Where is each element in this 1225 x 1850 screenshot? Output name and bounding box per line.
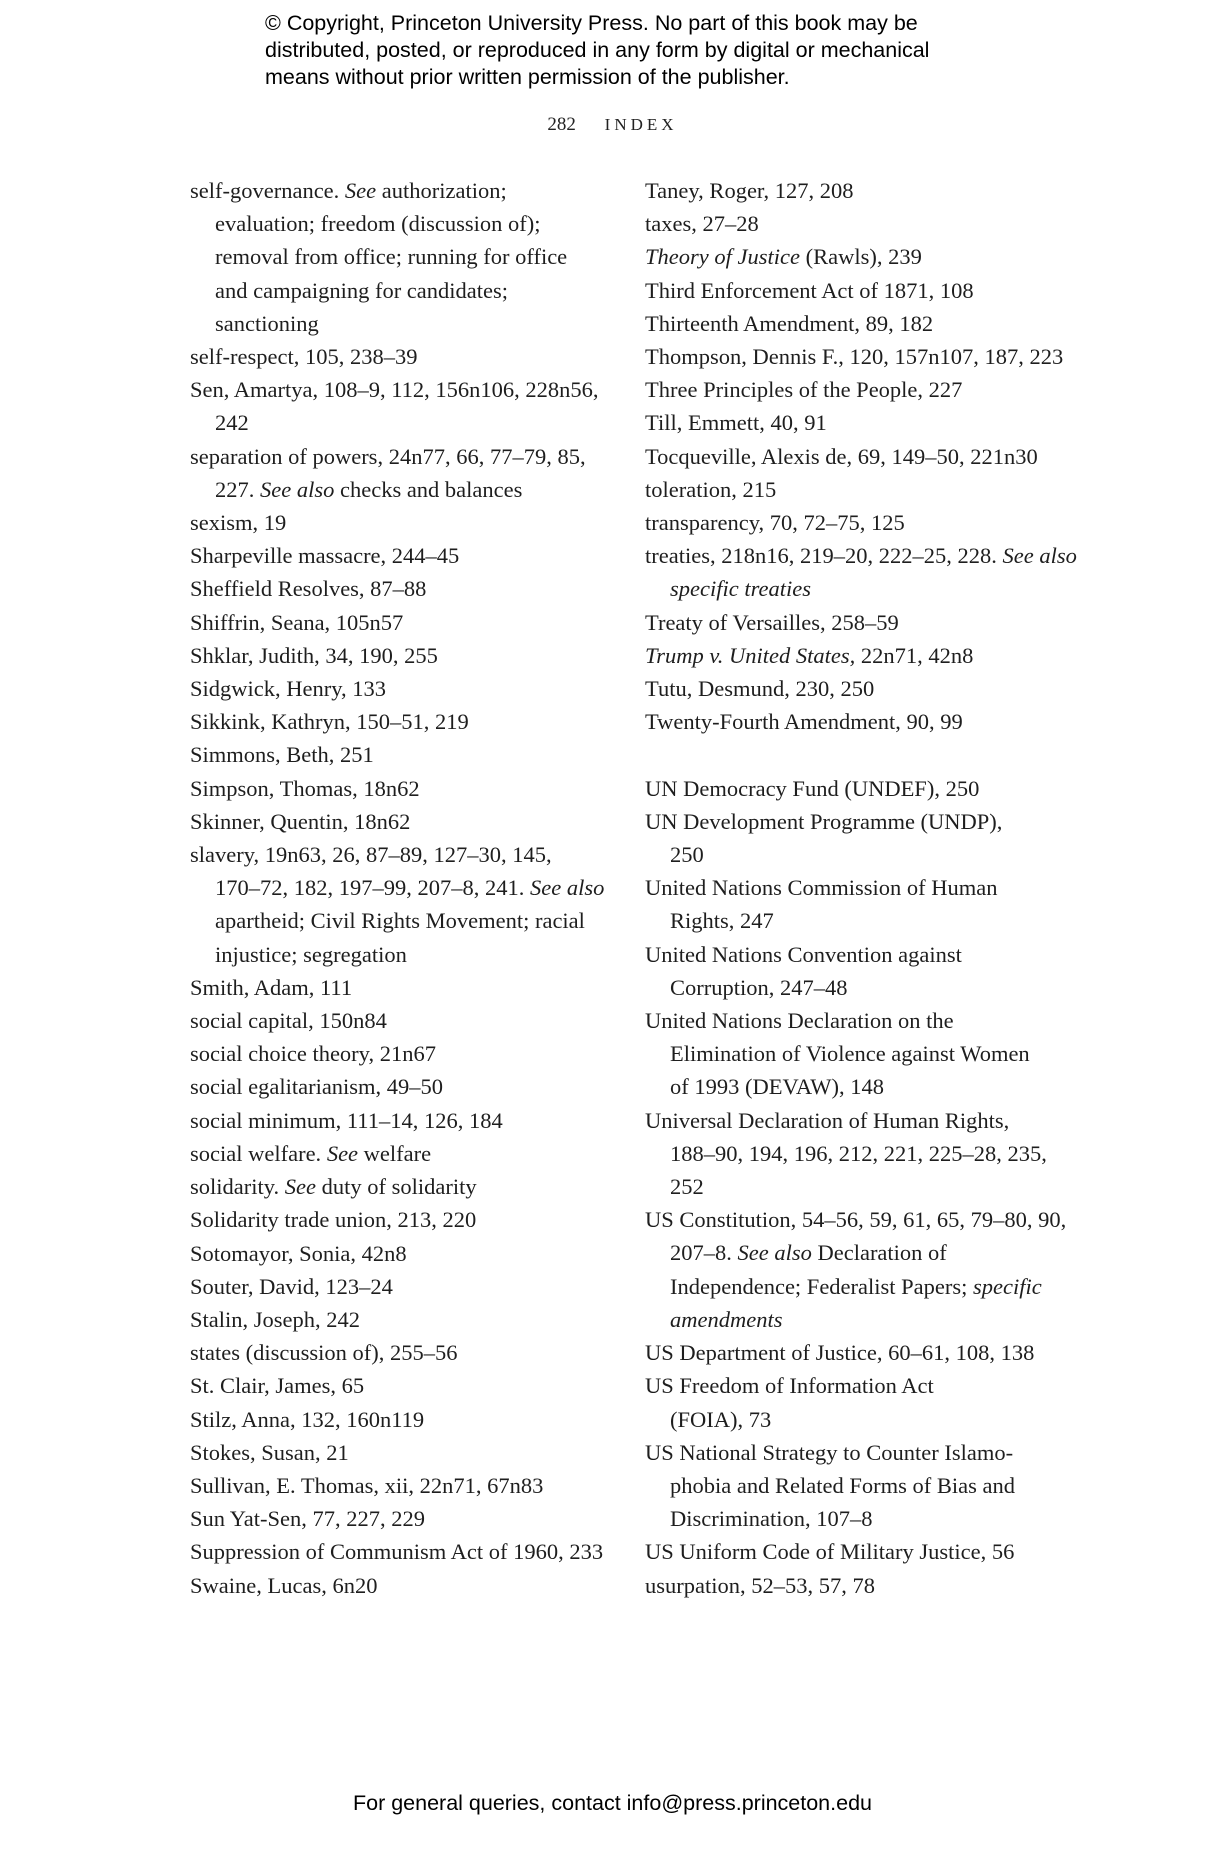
entry-text: (Rawls), 239 [799,244,922,270]
entry-text: US Freedom of Information Act [645,1373,934,1399]
entry-text: United Nations Convention against [645,941,962,967]
entry-text: Simmons, Beth, 251 [190,742,374,768]
entry-text: social welfare. [190,1140,327,1166]
entry-text: St. Clair, James, 65 [190,1373,365,1399]
index-entry [645,340,1065,373]
italic-text: specific [973,1273,1042,1299]
entry-text: US National Strategy to Counter Islamo- [645,1439,1014,1465]
index-entry [190,672,610,705]
italic-text: See also [737,1240,812,1266]
entry-text: Shklar, Judith, 34, 190, 255 [190,642,438,668]
entry-text: 188–90, 194, 196, 212, 221, 225–28, 235, [670,1140,1047,1166]
italic-text: Trump v. United States, [645,642,856,668]
index-entry [645,373,1065,406]
entry-text: social minimum, 111–14, 126, 184 [190,1107,503,1133]
running-head [0,114,1225,136]
index-entry [190,1535,610,1568]
index-entry [190,340,610,373]
entry-text: Sen, Amartya, 108–9, 112, 156n106, 228n56, [190,377,599,403]
entry-text: evaluation; freedom (discussion of); [215,211,541,237]
index-entry [190,1369,610,1402]
entry-text: self-respect, 105, 238–39 [190,344,418,370]
index-entry [645,705,1065,738]
section-label: INDEX [604,115,678,134]
entry-text: Tutu, Desmund, 230, 250 [645,676,875,702]
index-entry [190,440,610,506]
entry-text: Smith, Adam, 111 [190,974,353,1000]
entry-text: Souter, David, 123–24 [190,1273,393,1299]
entry-text: separation of powers, 24n77, 66, 77–79, 85, [190,443,586,469]
index-entry [190,1569,610,1602]
entry-text: apartheid; Civil Rights Movement; racial [215,908,585,934]
entry-text: Sun Yat-Sen, 77, 227, 229 [190,1506,426,1532]
index-entry [190,705,610,738]
entry-text: Stokes, Susan, 21 [190,1439,349,1465]
index-entry [645,772,1065,805]
index-entry [190,805,610,838]
entry-text: US Constitution, 54–56, 59, 61, 65, 79–80, 90, [645,1207,1067,1233]
index-entry [645,1203,1065,1336]
entry-text: transparency, 70, 72–75, 125 [645,510,905,536]
entry-text: Till, Emmett, 40, 91 [645,410,827,436]
index-entry [190,1037,610,1070]
index-entry [190,506,610,539]
index-entry [190,639,610,672]
entry-text: taxes, 27–28 [645,211,759,237]
index-entry [645,1436,1065,1536]
entry-text: Skinner, Quentin, 18n62 [190,808,411,834]
entry-text: toleration, 215 [645,476,777,502]
index-entry [645,473,1065,506]
index-entry [190,1237,610,1270]
entry-text: Tocqueville, Alexis de, 69, 149–50, 221n30 [645,443,1038,469]
index-entry [645,174,1065,207]
entry-text: Declaration of [811,1240,947,1266]
entry-text: Treaty of Versailles, 258–59 [645,609,899,635]
index-entry [645,639,1065,672]
copyright-line-3: means without prior written permission of the publisher. [265,65,790,89]
entry-text: Simpson, Thomas, 18n62 [190,775,420,801]
index-entry [190,738,610,771]
entry-text: US Uniform Code of Military Justice, 56 [645,1539,1015,1565]
index-entry [190,1137,610,1170]
entry-text: treaties, 218n16, 219–20, 222–25, 228. [645,543,1003,569]
entry-text: United Nations Declaration on the [645,1008,954,1034]
entry-text: Stilz, Anna, 132, 160n119 [190,1406,425,1432]
entry-text: self-governance. [190,178,345,203]
entry-text: of 1993 (DEVAW), 148 [670,1074,885,1100]
entry-text: US Department of Justice, 60–61, 108, 138 [645,1340,1035,1366]
entry-text: (FOIA), 73 [670,1406,772,1432]
entry-text: Stalin, Joseph, 242 [190,1306,361,1332]
index-entry [645,1004,1065,1104]
index-entry [190,1403,610,1436]
entry-text: Taney, Roger, 127, 208 [645,178,854,203]
entry-text: Thompson, Dennis F., 120, 157n107, 187, 223 [645,344,1064,370]
entry-text: Sikkink, Kathryn, 150–51, 219 [190,709,469,735]
entry-text: Universal Declaration of Human Rights, [645,1107,1010,1133]
footer-contact: For general queries, contact info@press.princeton.edu [352,1791,872,1815]
entry-text: 207–8. [670,1240,738,1266]
index-entry [645,440,1065,473]
entry-text: 252 [670,1174,704,1200]
entry-text: 22n71, 42n8 [855,642,974,668]
index-entry [645,606,1065,639]
entry-text: United Nations Commission of Human [645,875,998,901]
entry-text: and campaigning for candidates; [215,277,509,303]
index-column-left [190,174,610,1602]
entry-text: UN Democracy Fund (UNDEF), 250 [645,775,980,801]
index-entry [645,1336,1065,1369]
index-entry [645,506,1065,539]
entry-text: Sidgwick, Henry, 133 [190,676,387,702]
entry-text: Corruption, 247–48 [670,974,848,1000]
entry-text: Rights, 247 [670,908,774,934]
index-entry [645,406,1065,439]
index-entry [190,1104,610,1137]
index-entry [190,1436,610,1469]
italic-text: Theory of Justice [645,244,800,270]
index-entry [190,606,610,639]
entry-text: Independence; Federalist Papers; [670,1273,974,1299]
page-number: 282 [547,114,576,135]
entry-text: Shiffrin, Seana, 105n57 [190,609,404,635]
index-entry [645,805,1065,871]
entry-text: usurpation, 52–53, 57, 78 [645,1572,875,1598]
italic-text: See [326,1140,359,1166]
entry-text: solidarity. [190,1174,285,1200]
index-entry [190,1303,610,1336]
entry-text: Third Enforcement Act of 1871, 108 [645,277,974,303]
entry-text: 227. [215,476,260,502]
entry-text: authorization; [376,178,507,203]
index-entry [190,1270,610,1303]
copyright-line-2: distributed, posted, or reproduced in any form by digital or mechanical [265,38,930,62]
index-entry [190,572,610,605]
index-entry [190,838,610,971]
italic-text: See [344,178,377,203]
entry-text: Suppression of Communism Act of 1960, 233 [190,1539,604,1565]
index-column-right [645,174,1077,1602]
index-entry [645,871,1065,937]
entry-text: duty of solidarity [316,1174,477,1200]
index-entry [645,938,1065,1004]
entry-text: social choice theory, 21n67 [190,1041,436,1067]
italic-text: See also [1002,543,1077,569]
index-entry [190,772,610,805]
entry-text: Sullivan, E. Thomas, xii, 22n71, 67n83 [190,1472,544,1498]
index-entry [645,1569,1065,1602]
italic-text: amendments [670,1306,783,1332]
letter-group-gap [645,738,1065,771]
entry-text: removal from office; running for office [215,244,568,270]
italic-text: See also [260,476,335,502]
entry-text: social capital, 150n84 [190,1008,387,1034]
index-entry [645,307,1065,340]
index-entry [190,174,610,340]
entry-text: phobia and Related Forms of Bias and [670,1472,1015,1498]
entry-text: 242 [215,410,249,436]
index-entry [190,1469,610,1502]
entry-text: 250 [670,842,704,868]
entry-text: Elimination of Violence against Women [670,1041,1030,1067]
entry-text: slavery, 19n63, 26, 87–89, 127–30, 145, [190,842,552,868]
index-entry [645,274,1065,307]
index-entry [190,539,610,572]
entry-text: Three Principles of the People, 227 [645,377,963,403]
entry-text: Discrimination, 107–8 [670,1506,873,1532]
copyright-notice [265,10,985,91]
entry-text: injustice; segregation [215,941,407,967]
entry-text: Sharpeville massacre, 244–45 [190,543,460,569]
entry-text: Sheffield Resolves, 87–88 [190,576,427,602]
italic-text: specific treaties [670,576,811,602]
copyright-line-1: © Copyright, Princeton University Press. No part of this book may be [265,11,918,35]
entry-text: Sotomayor, Sonia, 42n8 [190,1240,407,1266]
entry-text: Twenty-Fourth Amendment, 90, 99 [645,709,963,735]
index-entry [645,240,1065,273]
index-entry [190,1170,610,1203]
index-entry [190,1004,610,1037]
index-entry [190,373,610,439]
entry-text: checks and balances [334,476,523,502]
entry-text: social egalitarianism, 49–50 [190,1074,444,1100]
index-entry [190,971,610,1004]
entry-text: Solidarity trade union, 213, 220 [190,1207,477,1233]
entry-text: sexism, 19 [190,510,287,536]
index-entry [645,1104,1065,1204]
index-entry [645,207,1065,240]
index-entry [645,539,1077,605]
entry-text: 170–72, 182, 197–99, 207–8, 241. [215,875,530,901]
entry-text: Swaine, Lucas, 6n20 [190,1572,378,1598]
index-entry [190,1203,610,1236]
entry-text: states (discussion of), 255–56 [190,1340,458,1366]
index-entry [645,1369,1065,1435]
italic-text: See [284,1174,317,1200]
index-entry [190,1502,610,1535]
index-entry [190,1336,610,1369]
index-entry [645,1535,1065,1568]
italic-text: See also [530,875,605,901]
index-entry [190,1070,610,1103]
entry-text: welfare [358,1140,432,1166]
entry-text: sanctioning [215,310,319,336]
index-entry [645,672,1065,705]
entry-text: Thirteenth Amendment, 89, 182 [645,310,934,336]
entry-text: UN Development Programme (UNDP), [645,808,1003,834]
